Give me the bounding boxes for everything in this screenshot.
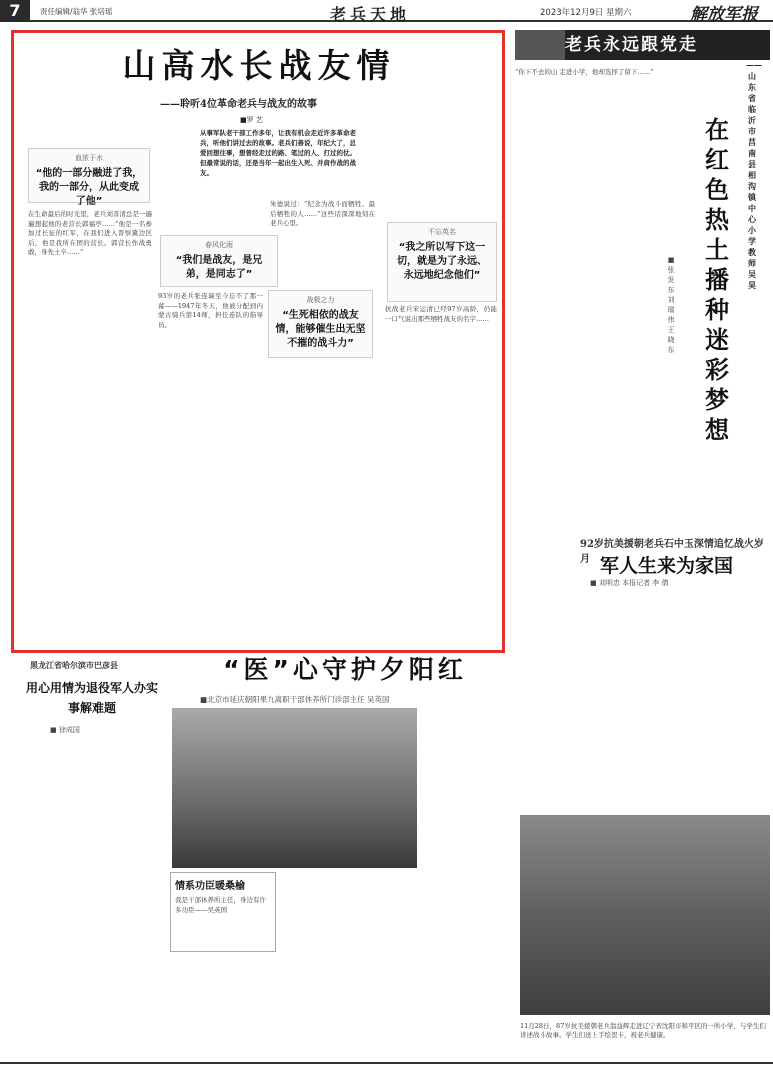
feature-column-2: 93岁的老兵张连瑞至今忘不了那一幕——1947年冬天，他被分配到内蒙古骑兵第14师，担任连队的指导员。 bbox=[158, 292, 263, 329]
bottom-left-author: ■ 徐成国 bbox=[50, 726, 80, 734]
quote-box-4 bbox=[268, 290, 373, 358]
quote-text: “生死相依的战友情，能够催生出无坚不摧的战斗力” bbox=[275, 310, 366, 349]
section2-title: 军人生来为家国 bbox=[600, 555, 734, 577]
quote-box-1 bbox=[28, 148, 150, 207]
bottom-center-byline: ■北京市延庆朝阳果九离职干部休养所门诊部主任 吴英国 bbox=[200, 695, 390, 704]
section2-subtitle: 92岁抗美援朝老兵石中玉深情追忆战火岁月 bbox=[580, 539, 764, 565]
note-text: 我是干部休养所主任，身边有许多功臣——吴英国 bbox=[175, 896, 266, 914]
right-banner: 老兵永远跟党走 bbox=[515, 30, 770, 60]
note-title: 情系功臣暖桑榆 bbox=[175, 881, 245, 892]
photo-caption: 11月28日，87岁抗美援朝老兵翁益辉走进辽宁省沈阳市和平区的一所小学，与学生们讲述战斗故事。学生们送上手绘贺卡，祝老兵健康。 bbox=[520, 1022, 766, 1039]
quote-text: “他的一部分融进了我，我的一部分，从此变成了他” bbox=[35, 168, 143, 207]
bottom-center-title: “医”心守护夕阳红 bbox=[223, 655, 467, 684]
feature-title: 山高水长战友情 bbox=[122, 46, 396, 85]
feature-column-3b bbox=[270, 365, 375, 640]
section-name: 老兵天地 bbox=[330, 5, 411, 24]
section2-author: ■ 刘明忠 本报记者 李 倩 bbox=[590, 579, 669, 587]
footer-rule bbox=[0, 1062, 773, 1064]
bottom-left-title: 用心用情为退役军人办实事解难题 bbox=[25, 681, 158, 715]
editor-credits: 责任编辑/翁华 张培瑶 bbox=[40, 7, 113, 16]
page-number: 7 bbox=[0, 0, 30, 22]
note-box bbox=[170, 872, 276, 952]
newspaper-logo: 解放军报 bbox=[690, 5, 758, 25]
page-header bbox=[0, 0, 773, 25]
bottom-center-text-2 bbox=[420, 710, 510, 860]
quote-text: “我们是战友，是兄弟，是同志了” bbox=[175, 255, 263, 280]
feature-intro: 从事军队老干部工作多年，让我有机会走近许多革命老兵，听他们讲过去的故事。老兵们善说，年纪大了，总爱回想往事，想曾经走过的路、笔过的人、打过的仗。但最常说的话，还是当年一起出生入死、并肩作战的战友。 bbox=[200, 129, 356, 177]
quote-caption: 血浓于水 bbox=[75, 154, 103, 162]
quote-caption: 春风化雨 bbox=[205, 241, 233, 249]
banner-photo bbox=[515, 30, 565, 60]
feature-column-3: 朱德说过：“纪念为战斗而牺牲、最后牺牲的人……”这些话深深地刻在老兵心里。 bbox=[270, 200, 375, 227]
right-feature-title: 在红色热土播种迷彩梦想 bbox=[705, 116, 729, 444]
quote-caption: 战极之力 bbox=[306, 296, 335, 304]
section2-text bbox=[515, 595, 765, 810]
feature-column-4: 抗战老兵宋运清已经97岁高龄，仍能一口气说出那些牺牲战友的名字…… bbox=[385, 305, 497, 323]
issue-date: 2023年12月9日 星期六 bbox=[540, 8, 632, 18]
right-feature-subtitle: ——山东省临沂市莒南县相沟镇中心小学教师吴昊 bbox=[746, 60, 762, 290]
quote-box-2 bbox=[160, 235, 278, 287]
doctor-photo bbox=[172, 708, 417, 868]
classroom-photo bbox=[520, 815, 770, 1015]
feature-author: ■罗 艺 bbox=[240, 116, 263, 124]
right-feature-text: “你下不去的山 走进小学，他却选择了留下……” bbox=[515, 68, 654, 76]
quote-text: “我之所以写下这一切，就是为了永远、永远地纪念他们” bbox=[397, 242, 487, 281]
quote-box-3 bbox=[387, 222, 497, 302]
bottom-left-text bbox=[25, 745, 160, 1055]
feature-column-1: 在生命最后的时光里，老兵刘善清总是一遍遍想起他的老营长郭福亭……“他是一名参加过长征的红军，在我们进入晋察冀边区后，他是我所在团的营长。郭营长作战勇敢，身先士卒……” bbox=[28, 210, 152, 256]
feature-subtitle: ——聆听4位革命老兵与战友的故事 bbox=[160, 99, 317, 110]
quote-caption: 不忘英名 bbox=[428, 228, 456, 236]
right-feature-authors: ■ 张发东 刘瑞伟 王晓东 bbox=[667, 256, 675, 354]
bottom-center-text bbox=[285, 875, 507, 1055]
bottom-left-kicker: 黑龙江省哈尔滨市巴彦县 bbox=[30, 660, 118, 670]
